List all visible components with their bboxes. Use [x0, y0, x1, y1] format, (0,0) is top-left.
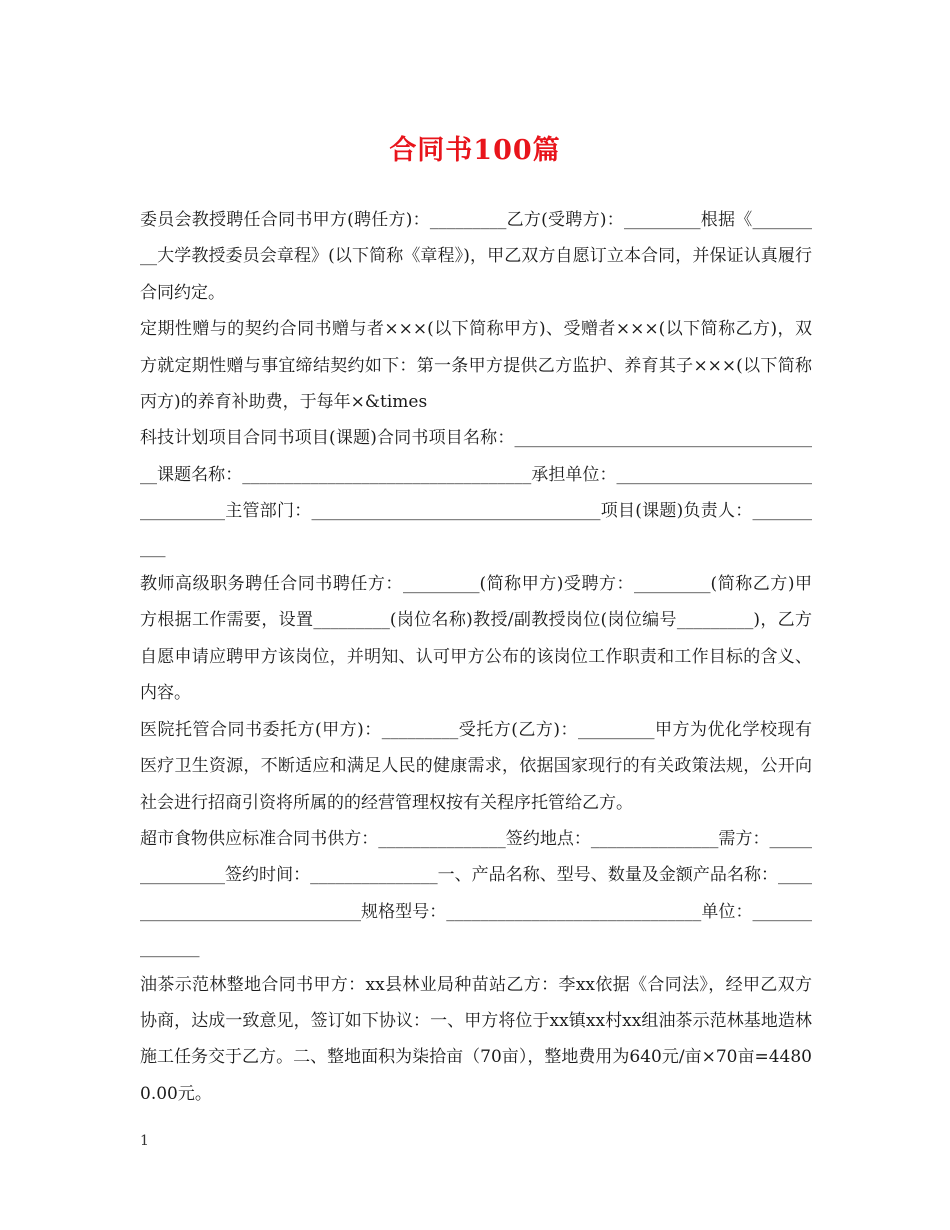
paragraph-camellia-forest-contract: 油茶示范林整地合同书甲方：xx县林业局种苗站乙方：李xx依据《合同法》，经甲乙双方协商，达成一致意见，签订如下协议：一、甲方将位于xx镇xx村xx组油茶示范林基地造林施工任务交于乙方。二、整地面积为柒拾亩（70亩），整地费用为640元/亩×70亩=44800.00元。 [140, 974, 812, 1104]
paragraph-teacher-appointment-contract: 教师高级职务聘任合同书聘任方：_________(简称甲方)受聘方：_________(简称乙方)甲方根据工作需要，设置_________(岗位名称)教授/副教授岗位(岗位编号_________)，乙方自愿申请应聘甲方该岗位，并明知、认可甲方公布的该岗位工作职责和工作目标的含义、内容。 [140, 574, 812, 704]
paragraph-supermarket-supply-contract: 超市食物供应标准合同书供方：_______________签约地点：_______________需方：_______________签约时间：_______________一、产品名称、型号、数量及金额产品名称：______________________________规格型号：______________________________单位：______________ [140, 828, 812, 959]
document-body [140, 202, 812, 1112]
paragraph-gift-contract: 定期性赠与的契约合同书赠与者×××(以下简称甲方)、受赠者×××(以下简称乙方)，双方就定期性赠与事宜缔结契约如下：第一条甲方提供乙方监护、养育其子×××(以下简称丙方)的养育补助费，于每年×&times [140, 319, 812, 413]
paragraph-tech-project-contract: 科技计划项目合同书项目(课题)合同书项目名称：_____________________________________课题名称：__________________________________承担单位：_________________________________主管部门：__________________________________项目(课题)负责人：__________ [140, 428, 812, 558]
document-title: 合同书100篇 [389, 135, 561, 166]
paragraph-professor-contract: 委员会教授聘任合同书甲方(聘任方)：_________乙方(受聘方)：_________根据《_________大学教授委员会章程》(以下简称《章程》)，甲乙双方自愿订立本合同，并保证认真履行合同约定。 [140, 210, 812, 303]
page-number: 1 [140, 1133, 149, 1149]
paragraph-hospital-trust-contract: 医院托管合同书委托方(甲方)：_________受托方(乙方)：_________甲方为优化学校现有医疗卫生资源，不断适应和满足人民的健康需求，依据国家现行的有关政策法规，公开向社会进行招商引资将所属的的经营管理权按有关程序托管给乙方。 [140, 719, 812, 813]
